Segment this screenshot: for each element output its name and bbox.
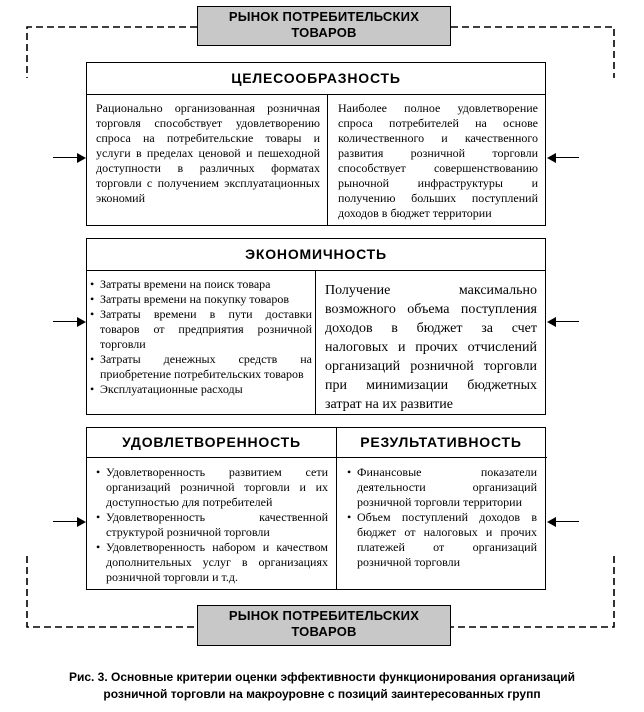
expediency-block: [86, 62, 546, 226]
effectiveness-list: [347, 465, 537, 587]
expediency-title: ЦЕЛЕСООБРАЗНОСТЬ: [87, 63, 545, 95]
list-item: • Затраты времени в пути доставки товаров от предприятия розничной торговли: [90, 307, 312, 352]
figure-caption: [0, 669, 644, 703]
figure-caption-line1: Рис. 3. Основные критерии оценки эффективности функционирования организаций: [68, 670, 576, 684]
market-box-bottom-line1: РЫНОК ПОТРЕБИТЕЛЬСКИХ: [228, 608, 420, 623]
satisfaction-rule: [87, 457, 338, 458]
arrow-right-economy: [547, 317, 579, 327]
list-item: • Затраты времени на покупку товаров: [90, 292, 312, 307]
effectiveness-rule: [337, 457, 547, 458]
effectiveness-block: [336, 427, 546, 590]
list-item: • Затраты денежных средств на приобретение потребительских товаров: [90, 352, 312, 382]
figure-caption-line2: розничной торговли на макроуровне с позиций заинтересованных групп: [103, 687, 541, 701]
economy-block: [86, 238, 546, 415]
economy-title: ЭКОНОМИЧНОСТЬ: [87, 239, 545, 271]
market-box-top-line1: РЫНОК ПОТРЕБИТЕЛЬСКИХ: [228, 9, 420, 24]
list-item: • Затраты времени на поиск товара: [90, 277, 312, 292]
list-item: • Объем поступлений доходов в бюджет от налоговых и прочих платежей от организаций розничной торговли: [347, 510, 537, 570]
market-box-bottom: [197, 605, 451, 646]
list-item: • Удовлетворенность качественной структурой розничной торговли: [96, 510, 328, 540]
satisfaction-list: [96, 465, 328, 587]
expediency-left-text: Рационально организованная розничная торговля способствует удовлетворению спроса на потребительские товары и услуги в пределах ценовой и пешеходной доступности в различных форматах торговли с получением эксплуатационных экономий: [96, 101, 320, 205]
arrow-left-expediency: [53, 153, 86, 163]
market-box-top: [197, 6, 451, 46]
economy-cost-list: [90, 277, 312, 413]
satisfaction-block: [86, 427, 337, 590]
list-item: • Финансовые показатели деятельности организаций розничной торговли территории: [347, 465, 537, 510]
list-item: • Эксплуатационные расходы: [90, 382, 312, 397]
expediency-divider: [327, 95, 328, 226]
list-item: • Удовлетворенность набором и качеством дополнительных услуг в организациях розничной торговли и т.д.: [96, 540, 328, 585]
arrow-right-expediency: [547, 153, 579, 163]
list-item: • Удовлетворенность развитием сети организаций розничной торговли и их доступностью для потребителей: [96, 465, 328, 510]
market-box-top-line2: ТОВАРОВ: [291, 25, 357, 40]
economy-right-text: Получение максимально возможного объема поступления доходов в бюджет за счет налоговых и прочих отчислений организаций розничной торговли при минимизации бюджетных затрат на их развитие: [325, 283, 537, 411]
arrow-left-economy: [53, 317, 86, 327]
economy-divider: [315, 271, 316, 415]
effectiveness-title: РЕЗУЛЬТАТИВНОСТЬ: [360, 434, 522, 450]
satisfaction-title: УДОВЛЕТВОРЕННОСТЬ: [122, 434, 301, 450]
arrow-right-effectiveness: [547, 517, 579, 527]
arrow-left-satisfaction: [53, 517, 86, 527]
market-box-bottom-line2: ТОВАРОВ: [291, 624, 357, 639]
expediency-right-text: Наиболее полное удовлетворение спроса потребителей на основе количественного и качественного развития розничной торговли способствует совершенствованию рыночной инфраструктуры и получению больших поступлений доходов в бюджет территории: [338, 101, 538, 220]
